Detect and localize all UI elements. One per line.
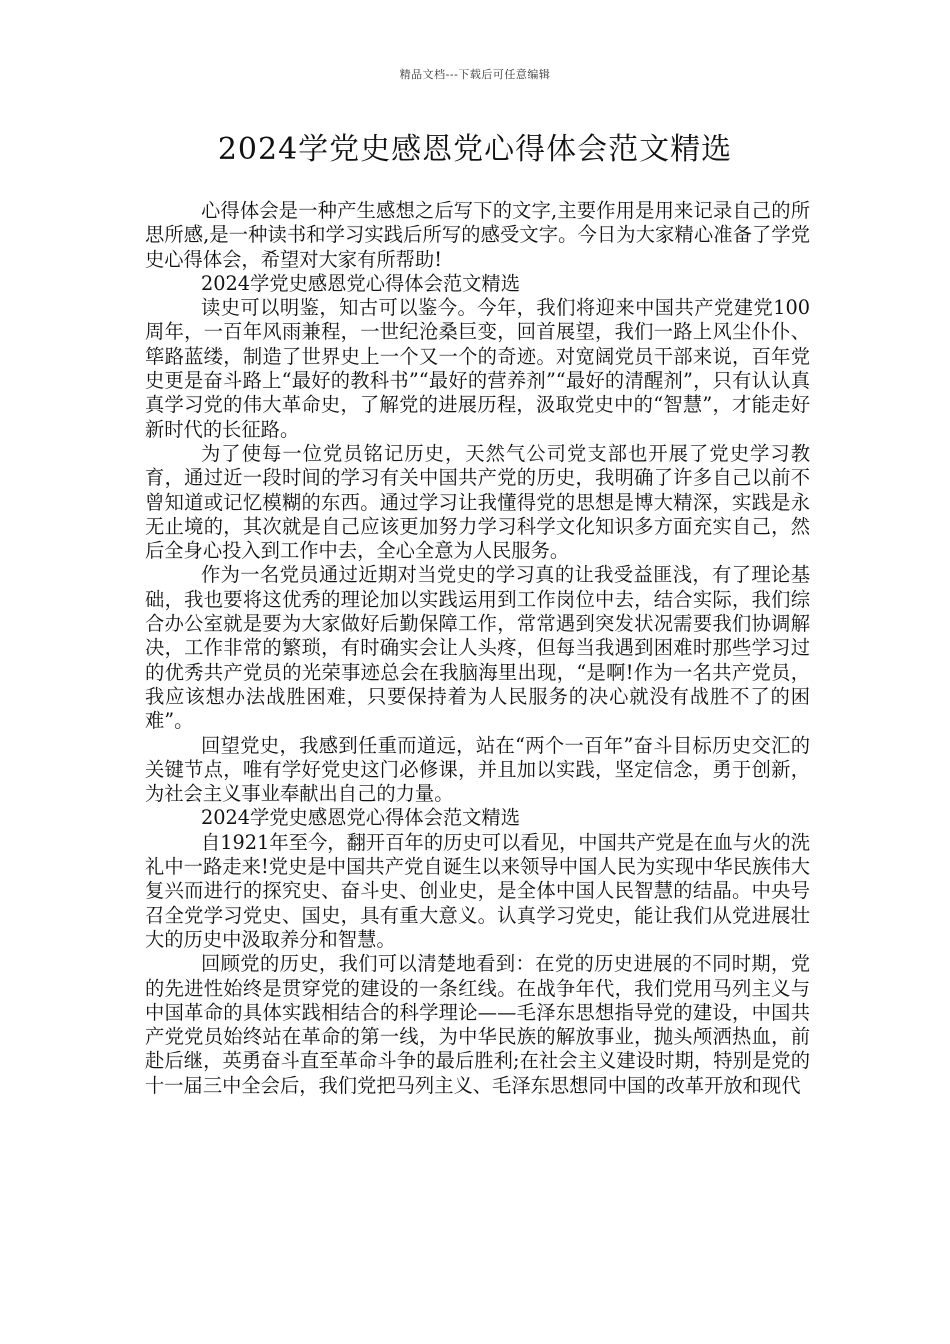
body-paragraph: 自1921年至今，翻开百年的历史可以看见，中国共产党是在血与火的洗礼中一路走来!党史是中国共产党自诞生以来领导中国人民为实现中华民族伟大复兴而进行的探究史、奋斗史、创业史，是全体中国人民智慧的结晶。中央号召全党学习党史、国史，具有重大意义。认真学习党史，能让我们从党进展壮大的历史中汲取养分和智慧。 [145,830,810,951]
body-paragraph: 回顾党的历史，我们可以清楚地看到：在党的历史进展的不同时期，党的先进性始终是贯穿党的建设的一条红线。在战争年代，我们党用马列主义与中国革命的具体实践相结合的科学理论——毛泽东思想指导党的建设，中国共产党党员始终站在革命的第一线，为中华民族的解放事业，抛头颅洒热血，前赴后继，英勇奋斗直至革命斗争的最后胜利;在社会主义建设时期，特别是党的十一届三中全会后，我们党把马列主义、毛泽东思想同中国的改革开放和现代 [145,952,810,1097]
section-heading: 2024学党史感恩党心得体会范文精选 [200,806,520,830]
body-paragraph: 作为一名党员通过近期对当党史的学习真的让我受益匪浅，有了理论基础，我也要将这优秀的理论加以实践运用到工作岗位中去，结合实际，我们综合办公室就是要为大家做好后勤保障工作，常常遇到突发状况需要我们协调解决，工作非常的繁琐，有时确实会让人头疼，但每当我遇到困难时那些学习过的优秀共产党员的光荣事迹总会在我脑海里出现，“是啊!作为一名共产党员，我应该想办法战胜困难，只要保持着为人民服务的决心就没有战胜不了的困难”。 [145,563,810,733]
body-paragraph: 读史可以明鉴，知古可以鉴今。今年，我们将迎来中国共产党建党100周年，一百年风雨兼程，一世纪沧桑巨变，回首展望，我们一路上风尘仆仆、筚路蓝缕，制造了世界史上一个又一个的奇迹。对宽阔党员干部来说，百年党史更是奋斗路上“最好的教科书”“最好的营养剂”“最好的清醒剂”，只有认认真真学习党的伟大革命史，了解党的进展历程，汲取党史中的“智慧”，才能走好新时代的长征路。 [145,296,810,441]
body-paragraph: 回望党史，我感到任重而道远，站在“两个一百年”奋斗目标历史交汇的关键节点，唯有学好党史这门必修课，并且加以实践，坚定信念，勇于创新，为社会主义事业奉献出自己的力量。 [145,733,810,806]
intro-paragraph: 心得体会是一种产生感想之后写下的文字,主要作用是用来记录自己的所思所感,是一种读书和学习实践后所写的感受文字。今日为大家精心准备了学党史心得体会，希望对大家有所帮助! [145,199,810,271]
document-title: 2024学党史感恩党心得体会范文精选 [217,132,733,167]
section-heading: 2024学党史感恩党心得体会范文精选 [200,271,520,295]
page-header-note: 精品文档---下载后可任意编辑 [399,68,551,81]
document-body [145,199,810,1098]
body-paragraph: 为了使每一位党员铭记历史，天然气公司党支部也开展了党史学习教育，通过近一段时间的学习有关中国共产党的历史，我明确了许多自己以前不曾知道或记忆模糊的东西。通过学习让我懂得党的思想是博大精深，实践是永无止境的，其次就是自己应该更加努力学习科学文化知识多方面充实自己，然后全身心投入到工作中去，全心全意为人民服务。 [145,441,810,563]
